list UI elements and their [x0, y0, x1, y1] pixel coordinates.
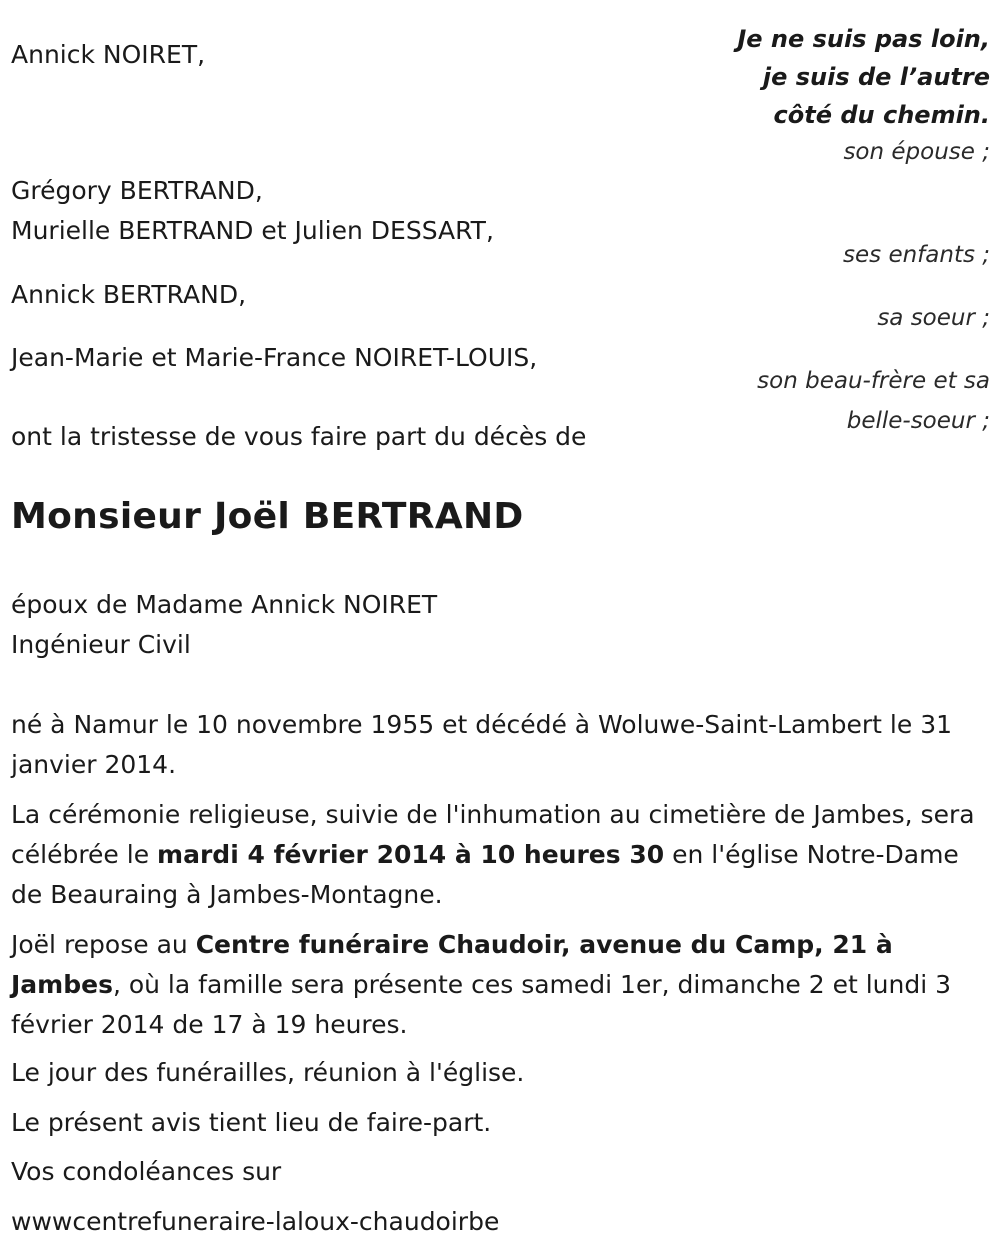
spouse-name: Annick NOIRET, — [11, 40, 206, 69]
meeting-text: Le jour des funérailles, réunion à l'église. — [11, 1058, 525, 1087]
birth-death-paragraph: né à Namur le 10 novembre 1955 et décédé à Woluwe-Saint-Lambert le 31 janvier 2014. — [11, 710, 953, 779]
deceased-name: Monsieur Joël BERTRAND — [11, 496, 524, 537]
children-relation: ses enfants ; — [843, 242, 990, 268]
website-link[interactable]: wwwcentrefuneraire-laloux-chaudoirbe — [11, 1207, 500, 1236]
sister-relation: sa soeur ; — [877, 305, 990, 331]
rest-paragraph — [11, 925, 986, 1045]
funeral-center-address: Centre funéraire Chaudoir, avenue du Camp, 21 à Jambes — [11, 930, 893, 999]
ceremony-date: mardi 4 février 2014 à 10 heures 30 — [157, 840, 665, 869]
child-name-1: Grégory BERTRAND, — [11, 176, 263, 205]
quote-line-1: Je ne suis pas loin, — [737, 25, 990, 53]
quote-line-2: je suis de l’autre — [762, 63, 990, 91]
condolences-text: Vos condoléances sur — [11, 1157, 282, 1186]
rest-text-post: , où la famille sera présente ces samedi 1er, dimanche 2 et lundi 3 février 2014 de 17 à 19 heures. — [11, 970, 952, 1039]
child-name-2: Murielle BERTRAND et Julien DESSART, — [11, 216, 494, 245]
ceremony-text-post: en l'église Notre-Dame de Beauraing à Jambes-Montagne. — [11, 840, 959, 909]
inlaws-relation-1: son beau-frère et sa — [757, 368, 990, 394]
deceased-spouse-of: époux de Madame Annick NOIRET — [11, 590, 438, 619]
ceremony-paragraph — [11, 795, 986, 915]
sister-name: Annick BERTRAND, — [11, 280, 247, 309]
notice-text: Le présent avis tient lieu de faire-part. — [11, 1108, 492, 1137]
announcement-text: ont la tristesse de vous faire part du décès de — [11, 422, 587, 451]
rest-text-pre: Joël repose au — [11, 930, 196, 959]
quote-line-3: côté du chemin. — [773, 101, 990, 129]
inlaws-relation-2: belle-soeur ; — [846, 408, 990, 434]
ceremony-text-pre: La cérémonie religieuse, suivie de l'inhumation au cimetière de Jambes, sera célébrée le — [11, 800, 975, 869]
deceased-profession: Ingénieur Civil — [11, 630, 191, 659]
spouse-relation: son épouse ; — [843, 139, 990, 165]
inlaws-name: Jean-Marie et Marie-France NOIRET-LOUIS, — [11, 343, 538, 372]
